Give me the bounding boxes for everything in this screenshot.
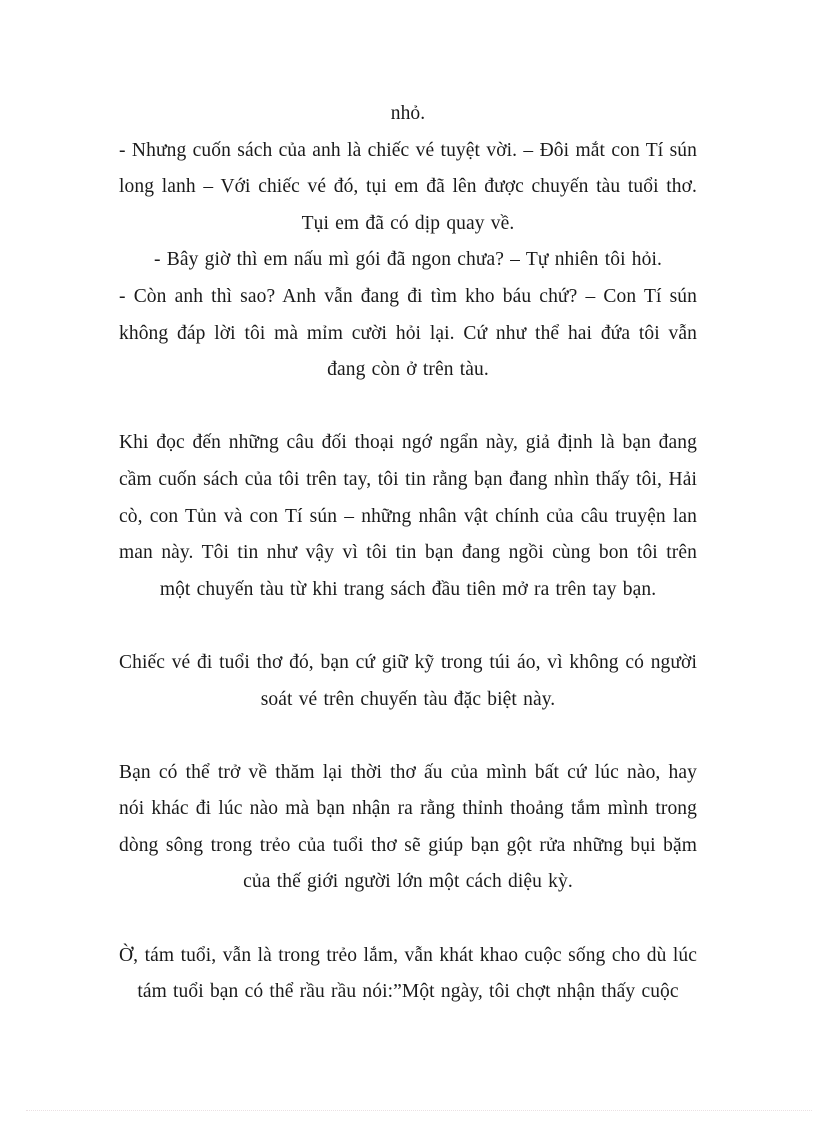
paragraph-narration-eight-years-old: Ờ, tám tuổi, vẫn là trong trẻo lắm, vẫn khát khao cuộc sống cho dù lúc tám tuổi bạn có thể rầu rầu nói:”Một ngày, tôi chợt nhận thấy cuộc: [119, 944, 697, 1003]
paragraph-narration-characters: Khi đọc đến những câu đối thoại ngớ ngẩn này, giả định là bạn đang cầm cuốn sách của tôi trên tay, tôi tin rằng bạn đang nhìn thấy tôi, Hải cò, con Tủn và con Tí sún – những nhân vật chính của câu truyện lan man này. Tôi tin như vậy vì tôi tin bạn đang ngồi cùng bon tôi trên một chuyến tàu từ khi trang sách đầu tiên mở ra trên tay bạn.: [119, 432, 697, 600]
page-footer-rule: [26, 1110, 812, 1112]
paragraph-narration-return-childhood: Bạn có thể trở về thăm lại thời thơ ấu của mình bất cứ lúc nào, hay nói khác đi lúc nào mà bạn nhận ra rằng thỉnh thoảng tắm mình trong dòng sông trong trẻo của tuổi thơ sẽ giúp bạn gột rửa những bụi bặm của thế giới người lớn một cách diệu kỳ.: [119, 761, 697, 893]
paragraph-dialogue-treasure: - Còn anh thì sao? Anh vẫn đang đi tìm kho báu chứ? – Con Tí sún không đáp lời tôi mà mỉm cười hỏi lại. Cứ như thể hai đứa tôi vẫn đang còn ở trên tàu.: [119, 285, 697, 381]
text-column: [119, 96, 697, 1011]
paragraph-continuation-line: nhỏ.: [390, 103, 426, 124]
paragraph-narration-keep-ticket: Chiếc vé đi tuổi thơ đó, bạn cứ giữ kỹ trong túi áo, vì không có người soát vé trên chuyến tàu đặc biệt này.: [119, 651, 697, 710]
paragraph-dialogue-ticket: - Nhưng cuốn sách của anh là chiếc vé tuyệt vời. – Đôi mắt con Tí sún long lanh – Với chiếc vé đó, tụi em đã lên được chuyến tàu tuổi thơ. Tụi em đã có dịp quay về.: [119, 139, 697, 234]
paragraph-dialogue-noodles: - Bây giờ thì em nấu mì gói đã ngon chưa? – Tự nhiên tôi hỏi.: [154, 249, 662, 271]
